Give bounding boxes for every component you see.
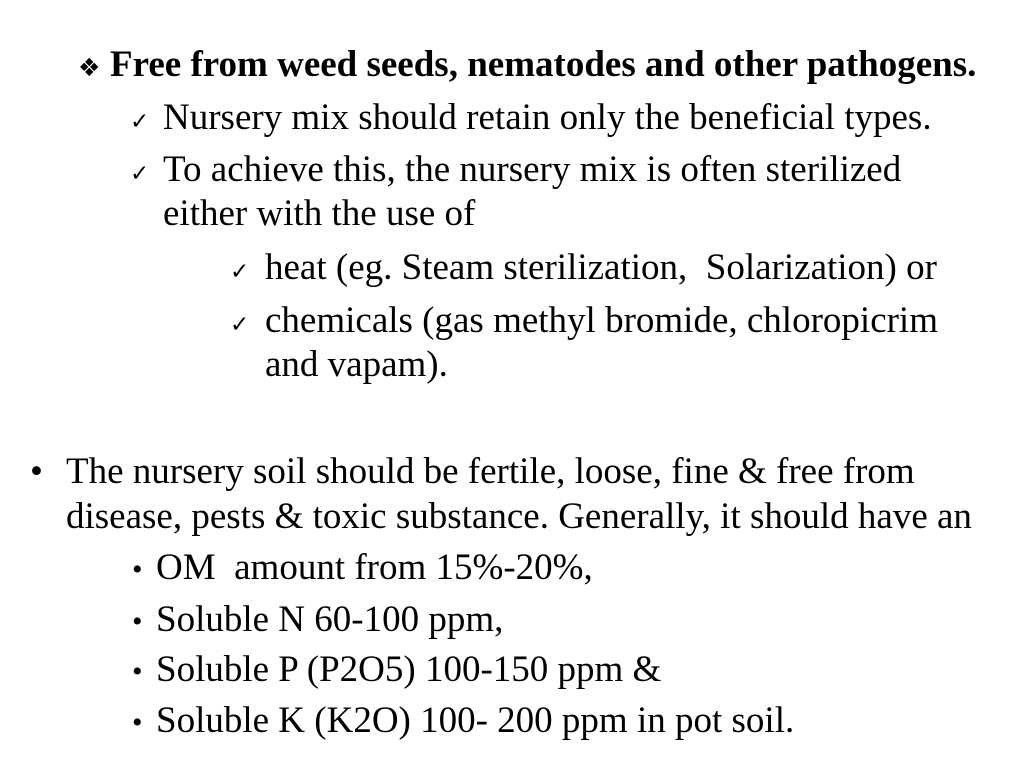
bullet-dot-icon <box>132 708 156 738</box>
point-text-block <box>163 148 901 236</box>
soil-point <box>30 449 972 539</box>
soil-text-line: disease, pests & toxic substance. Generally, it should have an <box>66 496 972 537</box>
soil-requirement-phosphorus <box>132 648 661 692</box>
checkmark-icon <box>130 163 163 186</box>
bullet-dot-icon <box>132 657 156 687</box>
checkmark-icon <box>230 261 265 284</box>
heading-point-sterilized <box>130 148 901 236</box>
requirement-text-block <box>156 648 661 692</box>
point-text-line: Nursery mix should retain only the beneficial types. <box>163 97 932 138</box>
diamond-bullet-icon <box>78 55 110 80</box>
heading-point-beneficial <box>130 96 932 140</box>
requirement-text: Soluble P (P2O5) 100-150 ppm & <box>156 649 662 690</box>
checkmark-icon <box>230 314 265 337</box>
soil-text-block <box>66 449 972 539</box>
soil-requirement-potassium <box>132 699 794 743</box>
method-text-block <box>265 299 938 387</box>
point-text-block <box>163 96 932 140</box>
requirement-text: Soluble N 60-100 ppm, <box>156 599 504 640</box>
soil-requirement-nitrogen <box>132 598 503 642</box>
heading-text: Free from weed seeds, nematodes and other pathogens. <box>110 44 977 85</box>
bullet-dot-icon <box>30 453 66 490</box>
method-text-line: and vapam). <box>265 344 448 385</box>
requirement-text: OM amount from 15%-20%, <box>156 547 593 588</box>
point-text-line: either with the use of <box>163 193 476 234</box>
method-text-line: chemicals (gas methyl bromide, chloropicrim <box>265 300 938 341</box>
soil-text-line: The nursery soil should be fertile, loose, fine & free from <box>66 451 915 492</box>
soil-requirement-om <box>132 546 593 590</box>
heading-text-block <box>110 43 976 87</box>
sterilization-method-heat <box>230 246 937 290</box>
heading-point <box>78 43 976 87</box>
requirement-text: Soluble K (K2O) 100- 200 ppm in pot soil. <box>156 700 795 741</box>
requirement-text-block <box>156 699 794 743</box>
method-text-block <box>265 246 937 290</box>
bullet-dot-icon <box>132 555 156 585</box>
requirement-text-block <box>156 546 593 590</box>
checkmark-icon <box>130 111 163 134</box>
sterilization-method-chemicals <box>230 299 938 387</box>
requirement-text-block <box>156 598 503 642</box>
bullet-dot-icon <box>132 607 156 637</box>
point-text-line: To achieve this, the nursery mix is often sterilized <box>163 149 902 190</box>
method-text-line: heat (eg. Steam sterilization, Solarization) or <box>265 247 937 288</box>
